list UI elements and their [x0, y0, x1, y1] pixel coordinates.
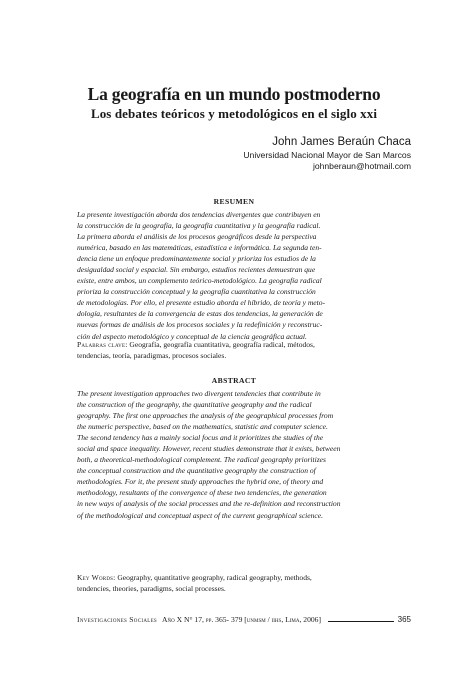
- resumen-line: prioriza la construcción conceptual y la geografía cuantitativa la construcción: [77, 287, 316, 297]
- abstract-line: the numeric perspective, based on the mathematics, statistic and computer science.: [77, 422, 328, 432]
- page-footer: [77, 615, 411, 624]
- key-words-terms-cont: tendencies, theories, paradigms, social processes.: [77, 584, 226, 594]
- abstract-line: methodologies. For it, the present study approaches the hybrid one, of theory and: [77, 477, 324, 487]
- footer-rule: [328, 621, 394, 622]
- abstract-line: the conceptual construction and the quantitative geography the construction of: [77, 466, 316, 476]
- abstract-heading: ABSTRACT: [211, 376, 257, 385]
- resumen-line: La presente investigación aborda dos tendencias divergentes que contribuyen en: [77, 210, 321, 219]
- issue-info: Año X N° 17, pp. 365- 379 [unmsm / iihs, Lima, 2006]: [162, 615, 321, 624]
- author-block: [243, 135, 411, 172]
- key-words-label: Key Words:: [77, 573, 116, 582]
- article-subtitle: Los debates teóricos y metodológicos en el siglo xxi: [90, 106, 378, 121]
- resumen-line: la construcción de la geografía, la geografía cuantitativa y la geografía radical.: [77, 221, 321, 231]
- abstract-line: in new ways of analysis of the social processes and the re-definition and reconstruction: [77, 499, 341, 509]
- abstract-body: [77, 388, 399, 521]
- key-words: [77, 572, 399, 594]
- key-words-terms: Geography, quantitative geography, radical geography, methods,: [115, 573, 312, 582]
- resumen-line: La primera aborda el análisis de los procesos geográficos desde la perspectiva: [77, 232, 317, 242]
- article-title: La geografía en un mundo postmoderno: [87, 84, 381, 104]
- resumen-line: de metodologías. Por ello, el presente estudio aborda el híbrido, de teoría y meto-: [77, 298, 326, 308]
- resumen-line: existe, entre ambos, un complemento teórico-metodológico. La geografía radical: [77, 276, 322, 286]
- resumen-heading: RESUMEN: [213, 197, 255, 206]
- page-number: 365: [397, 615, 411, 624]
- palabras-clave-terms: Geografía, geografía cuantitativa, geografía radical, métodos,: [127, 340, 315, 349]
- abstract-line: both, a theoretical-methodological complement. The radical geography prioritizes: [77, 455, 326, 465]
- journal-name: Investigaciones Sociales: [77, 615, 158, 624]
- resumen-line: ción del aspecto metodológico y conceptual de la ciencia geográfica actual.: [77, 331, 307, 341]
- palabras-clave-terms-cont: tendencias, teoría, paradigmas, procesos sociales.: [77, 351, 227, 361]
- resumen-line: dencia tiene un enfoque predominantemente social y prioriza los estudios de la: [77, 254, 316, 264]
- author-name: John James Beraún Chaca: [272, 136, 411, 148]
- author-email: johnberaun@hotmail.com: [312, 161, 411, 171]
- resumen-line: desigualdad social y espacial. Sin embargo, estudios recientes demuestran que: [77, 265, 316, 275]
- abstract-line: The present investigation approaches two divergent tendencies that contribute in: [77, 389, 321, 398]
- palabras-clave-label: Palabras clave:: [77, 340, 128, 349]
- resumen-line: dología, resultantes de la convergencia de estas dos tendencias, la generación de: [77, 309, 323, 319]
- abstract-line: of the methodological and conceptual aspect of the current geographical science.: [77, 510, 323, 520]
- author-affiliation: Universidad Nacional Mayor de San Marcos: [243, 150, 411, 160]
- resumen-line: nuevas formas de análisis de los procesos sociales y la redefinición y reconstruc-: [77, 320, 323, 330]
- abstract-line: social and space inequality. However, recent studies demonstrate that it exists, between: [77, 444, 341, 454]
- resumen-line: numérica, basado en las matemáticas, estadística e informática. La segunda ten-: [77, 243, 322, 253]
- abstract-line: the construction of the geography, the quantitative geography and the radical: [77, 400, 312, 410]
- abstract-line: methodology, resultants of the convergence of these two tendencies, the generation: [77, 488, 327, 498]
- abstract-line: The second tendency has a mainly social focus and it prioritizes the studies of the: [77, 433, 324, 443]
- palabras-clave: [77, 339, 399, 361]
- resumen-body: [77, 209, 399, 342]
- abstract-line: geography. The first one approaches the analysis of the geographical processes from: [77, 411, 334, 421]
